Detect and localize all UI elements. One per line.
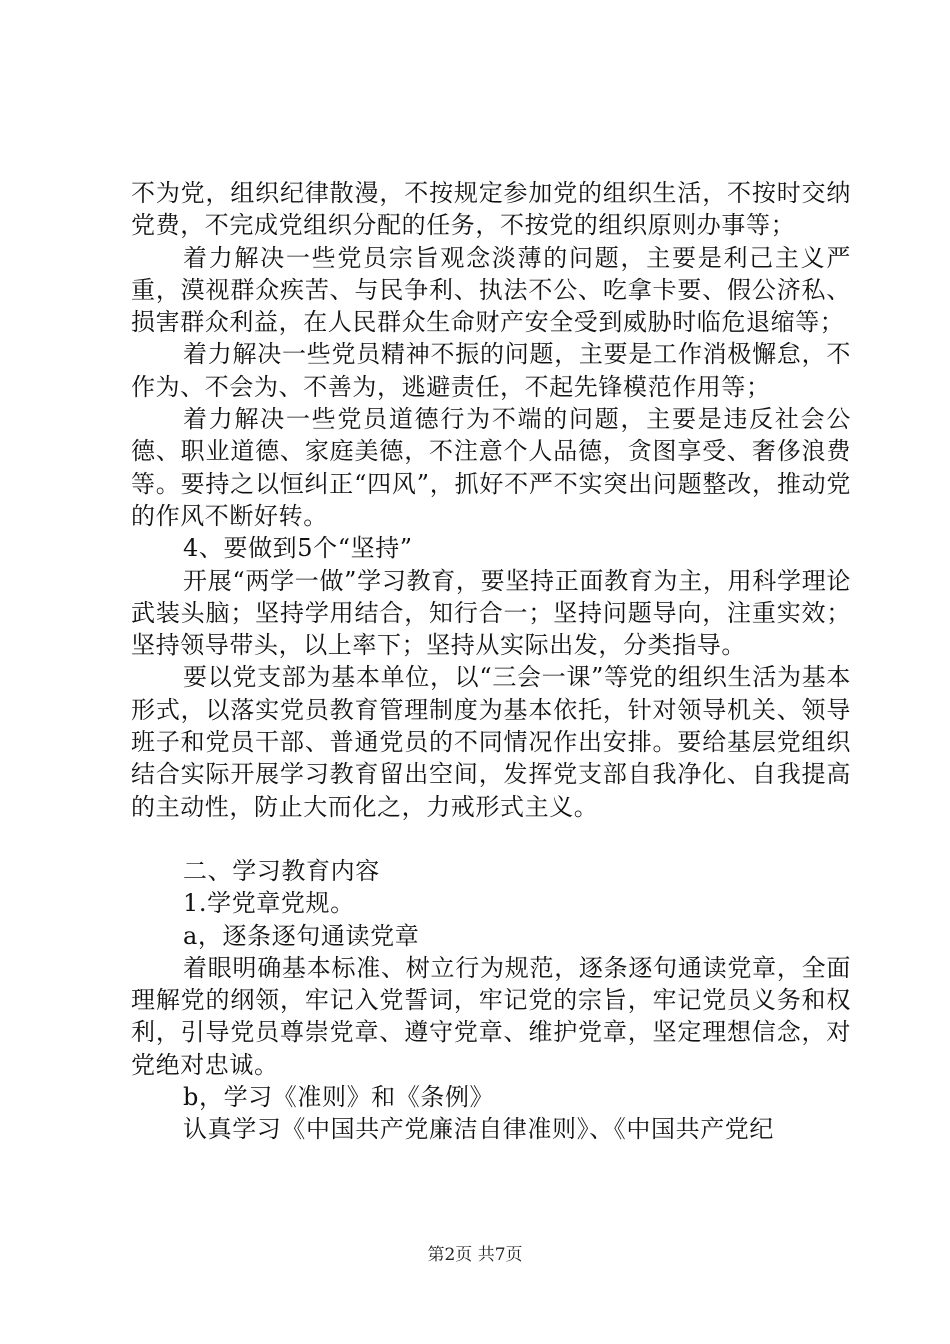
paragraph-3: 着力解决一些党员精神不振的问题，主要是工作消极懈怠，不作为、不会为、不善为，逃避责任，不起先锋模范作用等； [131,340,851,401]
subheading-study-regulations: b，学习《准则》和《条例》 [183,1083,495,1112]
page-number-footer: 第2页 共7页 [427,1245,523,1265]
subheading-read-charter: a，逐条逐句通读党章 [183,921,420,950]
paragraph-4: 着力解决一些党员道德行为不端的问题，主要是违反社会公德、职业道德、家庭美德，不注意个人品德，贪图享受、奢侈浪费等。要持之以恒纠正“四风”，抓好不严不实突出问题整改，推动党的作风不断好转。 [131,405,851,530]
section-heading-content: 二、学习教育内容 [183,856,380,885]
paragraph-7: 着眼明确基本标准、树立行为规范，逐条逐句通读党章，全面理解党的纲领，牢记入党誓词，牢记党的宗旨，牢记党员义务和权利，引导党员尊崇党章、遵守党章、维护党章，坚定理想信念，对党绝对忠诚。 [131,953,851,1079]
subheading-five-persistences: 4、要做到5个“坚持” [183,534,413,563]
subheading-party-rules: 1.学党章党规。 [183,889,355,918]
paragraph-1: 不为党，组织纪律散漫，不按规定参加党的组织生活，不按时交纳党费，不完成党组织分配的任务，不按党的组织原则办事等； [131,179,851,240]
document-body [131,177,851,1146]
paragraph-gap [131,823,851,855]
paragraph-8: 认真学习《中国共产党廉洁自律准则》、《中国共产党纪 [183,1115,774,1144]
paragraph-5: 开展“两学一做”学习教育，要坚持正面教育为主，用科学理论武装头脑；坚持学用结合，知行合一；坚持问题导向，注重实效；坚持领导带头，以上率下；坚持从实际出发，分类指导。 [131,566,851,660]
paragraph-2: 着力解决一些党员宗旨观念淡薄的问题，主要是利己主义严重，漠视群众疾苦、与民争利、执法不公、吃拿卡要、假公济私、损害群众利益，在人民群众生命财产安全受到威胁时临危退缩等； [131,243,851,337]
paragraph-6: 要以党支部为基本单位，以“三会一课”等党的组织生活为基本形式，以落实党员教育管理制度为基本依托，针对领导机关、领导班子和党员干部、普通党员的不同情况作出安排。要给基层党组织结合实际开展学习教育留出空间，发挥党支部自我净化、自我提高的主动性，防止大而化之，力戒形式主义。 [131,663,851,821]
